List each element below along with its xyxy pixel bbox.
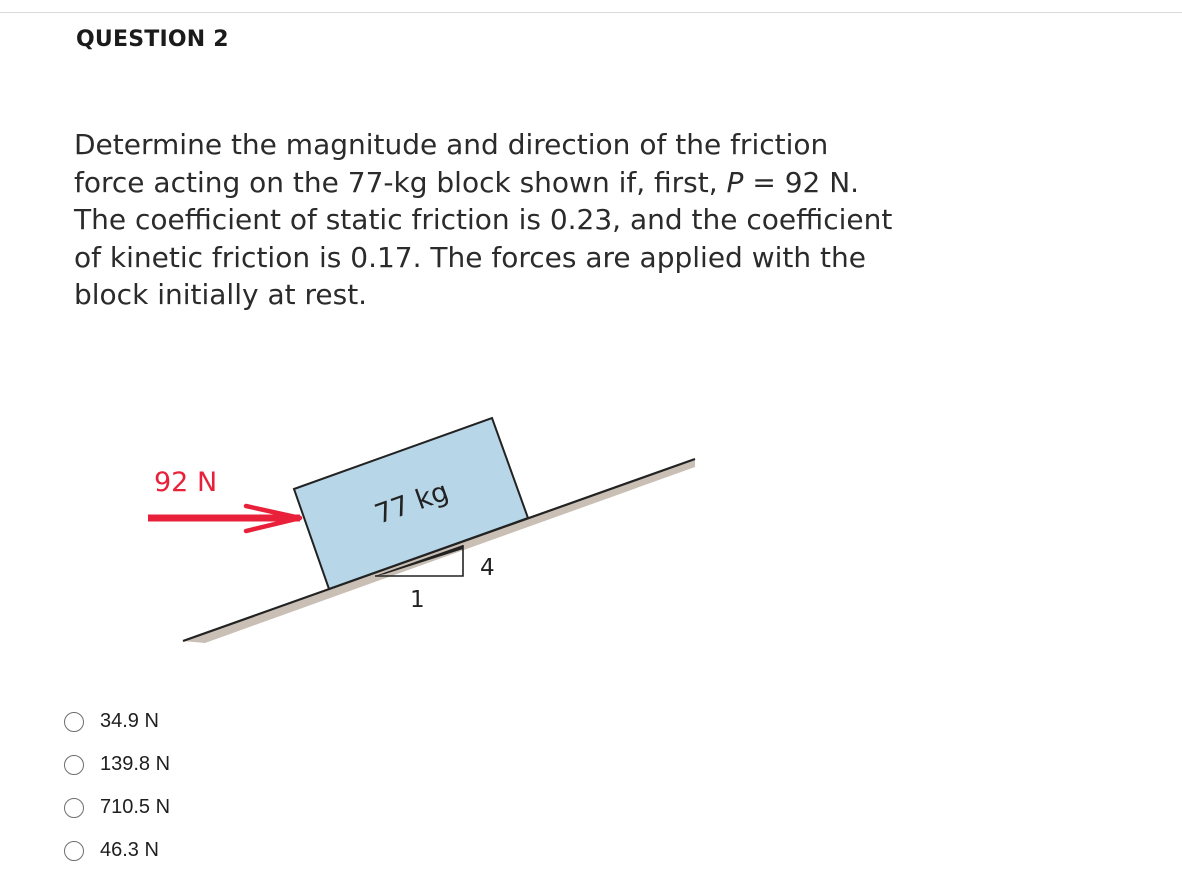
force-arrow	[148, 506, 300, 531]
slope-run-label: 1	[410, 587, 425, 613]
choice-label: 34.9 N	[100, 710, 159, 732]
radio-button[interactable]	[64, 798, 84, 818]
choice-option[interactable]	[64, 743, 170, 786]
radio-button[interactable]	[64, 755, 84, 775]
force-variable: P	[726, 165, 744, 199]
choice-option[interactable]	[64, 786, 170, 829]
answer-choices	[64, 700, 170, 872]
force-label: 92 N	[154, 467, 218, 498]
question-title: QUESTION 2	[76, 27, 229, 52]
question-text-part-2: = 92 N. The coefficient of static friction is 0.23, and the coefficient of kinetic friction is 0.17. The forces are applied with the block initially at rest.	[74, 165, 893, 311]
question-text-part-1: Determine the magnitude and direction of the friction force acting on the 77-kg block shown if, first,	[74, 128, 829, 199]
choice-option[interactable]	[64, 700, 170, 743]
choice-label: 139.8 N	[100, 753, 171, 775]
choice-label: 710.5 N	[100, 796, 171, 818]
choice-label: 46.3 N	[100, 839, 159, 861]
mass-label: 77 kg	[370, 475, 453, 531]
radio-button[interactable]	[64, 841, 84, 861]
choice-option[interactable]	[64, 829, 170, 872]
slope-rise-label: 4	[480, 555, 495, 581]
radio-button[interactable]	[64, 712, 84, 732]
